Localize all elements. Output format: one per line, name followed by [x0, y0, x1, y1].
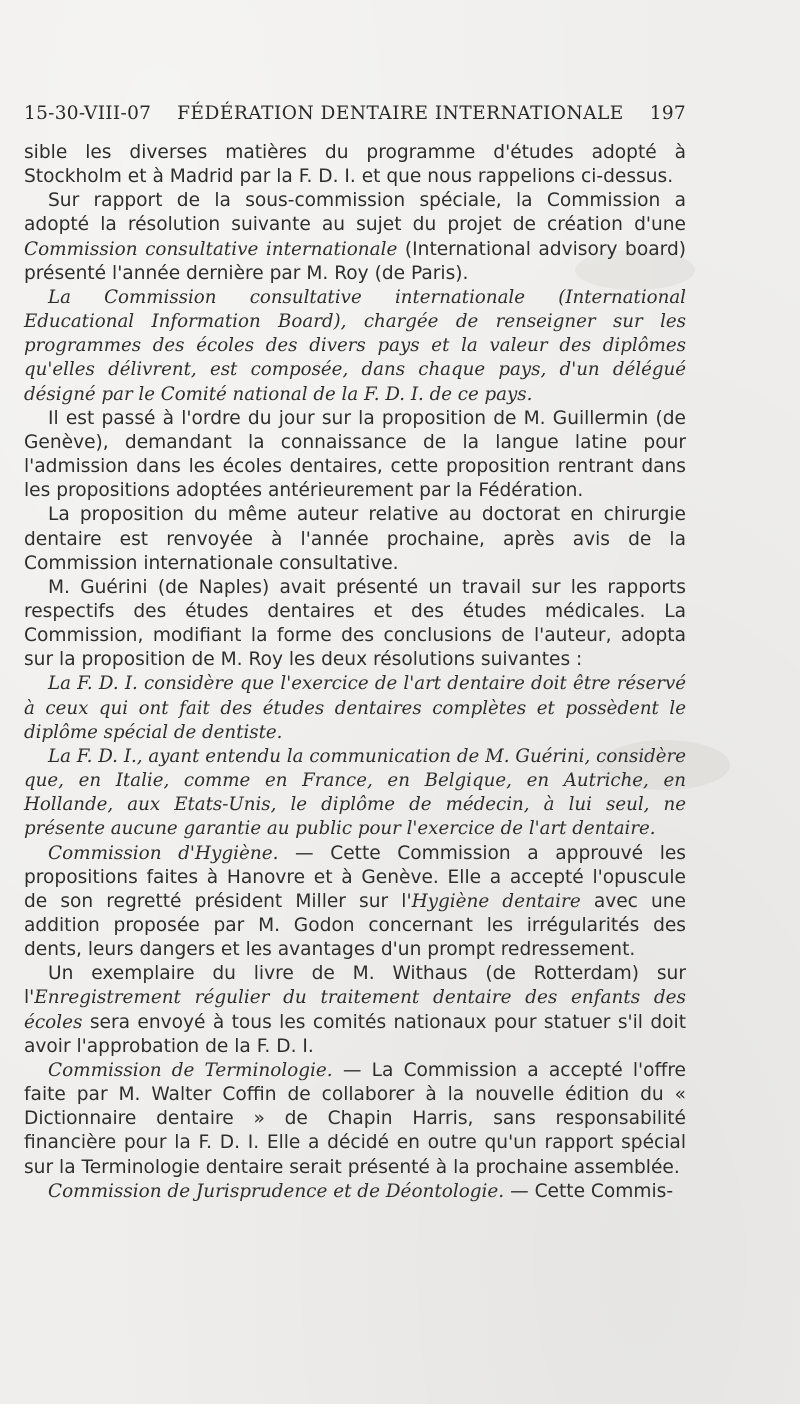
text-run: Sur rapport de la sous-commission spéciale, la Commission a adopté la résolution suivante au sujet du projet de création d'une — [24, 190, 686, 236]
text-run: sera envoyé à tous les comités nationaux pour statuer s'il doit avoir l'approbation de la F. D. I. — [24, 1011, 686, 1057]
italic-text: Hygiène dentaire — [411, 890, 581, 912]
italic-text: Commission d'Hygiène. — [48, 842, 279, 864]
header-title: FÉDÉRATION DENTAIRE INTERNATIONALE — [177, 103, 624, 124]
italic-text: Commission consultative internationale — [24, 238, 398, 260]
text-run: La F. D. I. considère que l'exercice de l'art dentaire doit être réservé à ceux qui ont fait des études dentaires complètes et possèdent le diplôme spécial de dentiste. — [24, 673, 686, 743]
text-run: sible les diverses matières du programme d'études adopté à Stockholm et à Madrid par la F. D. I. et que nous rappelions ci-dessus. — [24, 142, 686, 188]
text-run: La F. D. I., ayant entendu la communication de M. Guérini, considère que, en Italie, comme en France, en Belgique, en Autriche, en Hollande, aux Etats-Unis, le diplôme de médecin, à lui seul, ne présente aucune garantie au public pour l'exercice de l'art dentaire. — [24, 745, 686, 840]
text-run: La proposition du même auteur relative au doctorat en chirurgie dentaire est renvoyée à l'année prochaine, après avis de la Commission internationale consultative. — [24, 504, 686, 574]
text-run: Il est passé à l'ordre du jour sur la proposition de M. Guillermin (de Genève), demandant la connaissance de la langue latine pour l'admission dans les écoles dentaires, cette proposition rentrant dans les propositions adoptées antérieurement par la Fédération. — [24, 407, 686, 502]
body-text — [24, 141, 686, 1204]
text-run: La Commission consultative internationale (International Educational Information Board), chargée de renseigner sur les programmes des écoles des divers pays et la valeur des diplômes qu'elles délivrent, est composée, dans chaque pays, d'un délégué désigné par le Comité national de la F. D. I. de ce pays. — [24, 286, 686, 405]
paragraph — [24, 1059, 686, 1180]
page-number: 197 — [649, 103, 686, 124]
italic-resolution-paragraph — [24, 745, 686, 842]
text-run: Un exemplaire du livre de M. Withaus (de Rotterdam) sur l' — [24, 963, 686, 1009]
paragraph — [24, 407, 686, 504]
italic-text: Commission de Jurisprudence et de Déontologie. — [48, 1180, 505, 1202]
italic-text: Commission de Terminologie. — [48, 1059, 333, 1081]
paragraph — [24, 189, 686, 286]
text-run: — Cette Commis- — [504, 1180, 674, 1202]
text-run: (International advisory board) présenté l'année dernière par M. Roy (de Paris). — [24, 238, 686, 284]
paragraph — [24, 141, 686, 189]
header-date: 15-30-VIII-07 — [24, 103, 152, 124]
text-run: — Cette Commission a approuvé les propositions faites à Hanovre et à Genève. Elle a accepté l'opuscule de son regretté président Miller sur l' — [24, 842, 686, 912]
paragraph — [24, 503, 686, 575]
italic-resolution-paragraph — [24, 672, 686, 744]
paragraph — [24, 962, 686, 1059]
text-run: avec une addition proposée par M. Godon concernant les irrégularités des dents, leurs dangers et les avantages d'un prompt redressement. — [24, 890, 686, 961]
paragraph — [24, 1180, 686, 1204]
italic-resolution-paragraph — [24, 286, 686, 407]
text-run: — La Commission a accepté l'offre faite par M. Walter Coffin de collaborer à la nouvelle édition du « Dictionnaire dentaire » de Chapin Harris, sans responsabilité financière pour la F. D. I. Elle a décidé en outre qu'un rapport spécial sur la Terminologie dentaire serait présenté à la prochaine assemblée. — [24, 1059, 686, 1178]
paragraph — [24, 576, 686, 673]
text-run: M. Guérini (de Naples) avait présenté un travail sur les rapports respectifs des études dentaires et des études médicales. La Commission, modifiant la forme des conclusions de l'auteur, adopta sur la proposition de M. Roy les deux résolutions suivantes : — [24, 576, 686, 671]
running-head — [24, 103, 686, 124]
paragraph — [24, 842, 686, 963]
italic-text: Enregistrement régulier du traitement dentaire des enfants des écoles — [24, 987, 686, 1033]
